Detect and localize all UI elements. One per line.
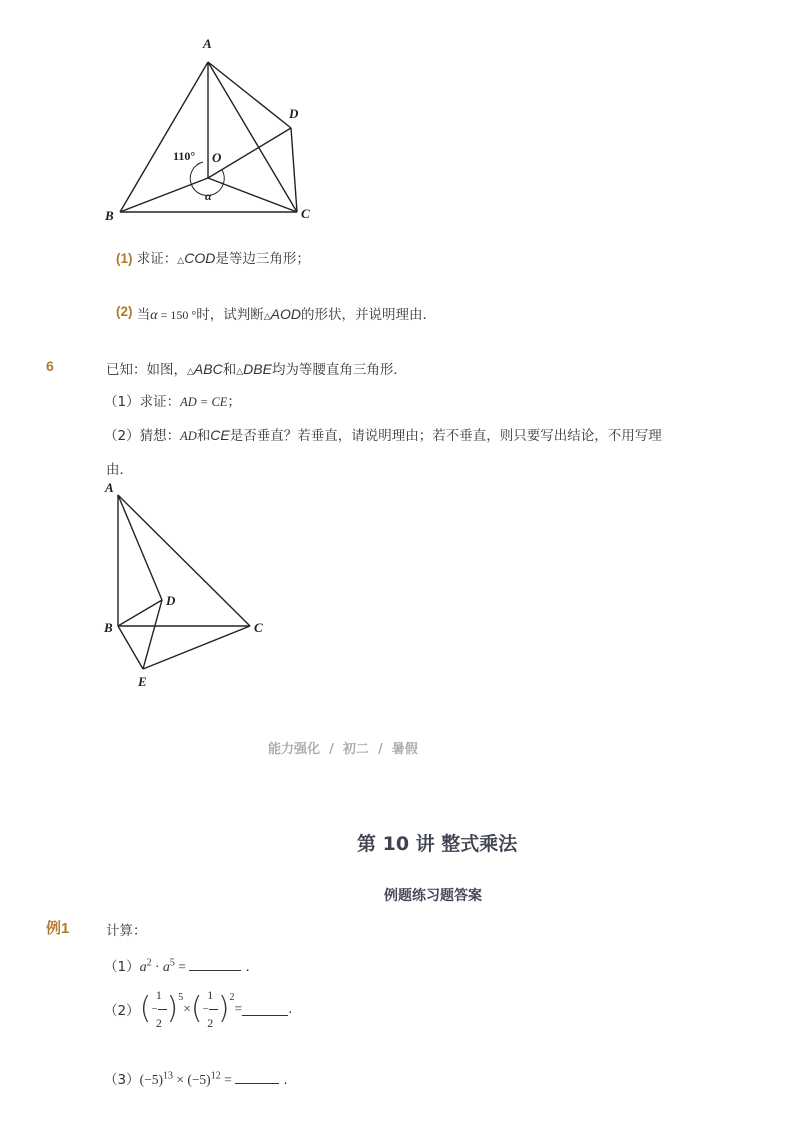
triangle-symbol: △ <box>177 256 185 266</box>
minus-sign: − <box>202 1003 209 1015</box>
ex1-part2-exp2: 2 <box>229 991 235 1003</box>
ex1-part3-label: （3） <box>104 1072 140 1088</box>
ex1-part3-base1: (−5) <box>139 1072 163 1087</box>
q6-part2-name: CE <box>210 427 230 443</box>
left-paren: ( <box>190 991 203 1026</box>
footer-separator: / <box>377 742 383 757</box>
ex1-part2-label: （2） <box>104 1003 140 1019</box>
triangle-symbol: △ <box>187 367 194 377</box>
fraction-denominator: 2 <box>207 1016 214 1030</box>
fraction-bar <box>209 1009 218 1010</box>
footer-separator: / <box>329 742 334 757</box>
times-sign: × <box>172 1072 188 1087</box>
ex1-part2-exp1: 5 <box>178 991 184 1003</box>
q5-label-o: O <box>212 150 222 165</box>
q5-part2-eq: = 150 ° <box>157 308 197 322</box>
q6-intro-dbe: DBE <box>243 361 272 377</box>
q5-part2-text3: 的形状，并说明理由． <box>301 307 436 323</box>
chapter-title: 第 10 讲 整式乘法 <box>357 833 518 855</box>
ex1-part1-dot: · <box>151 959 163 974</box>
fraction-numerator: 1 <box>207 988 214 1002</box>
q6-label-d: D <box>166 593 176 608</box>
times-sign: × <box>183 1001 191 1016</box>
ex1-part1-eq: = <box>174 959 190 974</box>
q5-label-a: A <box>203 36 212 51</box>
q5-label-b: B <box>105 208 114 223</box>
fraction-denominator: 2 <box>155 1016 162 1030</box>
ex1-part3-exp2: 12 <box>210 1070 221 1082</box>
left-paren: ( <box>139 991 152 1026</box>
ex1-part3 <box>104 1068 288 1088</box>
ex1-number: 例1 <box>46 920 70 937</box>
q6-part2-continued: 由． <box>106 462 133 478</box>
triangle-symbol: △ <box>236 367 244 377</box>
footer-course: 能力强化 <box>268 742 321 757</box>
q5-part2-alpha: α <box>150 308 158 323</box>
q6-label-b: B <box>104 620 113 635</box>
ex1-part3-exp1: 13 <box>162 1070 173 1082</box>
q6-intro-text2: 和 <box>222 362 237 378</box>
q6-part1-math: AD = CE <box>180 395 228 409</box>
ex1-part1-exp1: 2 <box>146 957 152 969</box>
ex1-part2-eq: = <box>234 1001 243 1016</box>
ex1-part3-base2: (−5) <box>187 1072 211 1087</box>
q6-intro-abc: ABC <box>193 361 223 377</box>
q6-part2-text3: 是否垂直？若垂直，请说明理由；若不垂直，则只要写出结论，不用写理 <box>229 428 662 444</box>
ex1-part1-label: （1） <box>104 959 140 975</box>
fraction <box>203 988 218 1030</box>
q6-intro-text3: 均为等腰直角三角形． <box>271 362 407 378</box>
ex1-part1-exp2: 5 <box>169 957 175 969</box>
fraction <box>151 988 166 1030</box>
answer-blank[interactable] <box>235 1071 279 1084</box>
q6-geometry-figure <box>100 478 275 693</box>
q5-angle-label: 110° <box>173 149 196 163</box>
q6-intro-text1: 已知：如图， <box>106 362 187 378</box>
footer-grade: 初二 <box>342 742 369 757</box>
fraction-numerator: 1 <box>155 988 162 1002</box>
right-paren: ) <box>166 991 179 1026</box>
ex1-part2 <box>104 988 292 1030</box>
right-paren: ) <box>217 991 230 1026</box>
q5-part2-text1: 当 <box>136 307 151 323</box>
ex1-intro: 计算： <box>106 923 147 939</box>
footer-term: 暑假 <box>391 742 418 757</box>
ex1-part3-eq: = <box>220 1072 236 1087</box>
q5-part2 <box>116 303 436 324</box>
q5-label-c: C <box>301 206 310 221</box>
q6-part2-text1: （2）猜想： <box>104 428 181 444</box>
q5-part1-number: (1) <box>116 251 133 266</box>
q5-part1-text1: 求证： <box>136 251 178 267</box>
answer-blank[interactable] <box>242 1003 288 1016</box>
q5-geometry-figure <box>95 30 330 230</box>
ex1-part1-base2: a <box>162 960 170 975</box>
q6-part1-text2: ； <box>227 394 241 410</box>
q6-label-a: A <box>105 480 114 495</box>
q5-part1 <box>116 247 310 267</box>
q5-part1-text2: 是等边三角形； <box>215 251 310 267</box>
q5-part1-name: COD <box>184 250 216 266</box>
q5-part2-name: AOD <box>270 306 301 322</box>
q5-label-d: D <box>289 106 299 121</box>
triangle-symbol: △ <box>263 312 271 322</box>
fraction-bar <box>158 1009 167 1010</box>
q5-alpha-label: α <box>205 189 212 203</box>
ex1-part3-end: . <box>279 1072 288 1088</box>
q6-label-c: C <box>254 620 263 635</box>
answer-blank[interactable] <box>189 958 241 971</box>
q6-intro <box>106 358 407 378</box>
q5-part2-text2: 时，试判断 <box>196 307 264 323</box>
ex1-part1 <box>104 955 250 976</box>
q5-part2-number: (2) <box>116 304 133 319</box>
q6-part2 <box>104 424 744 444</box>
ex1-part1-base1: a <box>139 960 147 975</box>
chapter-subtitle: 例题练习题答案 <box>384 888 482 904</box>
q6-part1 <box>104 390 241 410</box>
q6-part2-text2: 和 <box>196 428 211 444</box>
q6-part2-math: AD <box>180 429 197 443</box>
ex1-part1-end: . <box>241 959 250 975</box>
q6-part1-text1: （1）求证： <box>104 394 181 410</box>
q6-label-e: E <box>138 674 147 689</box>
minus-sign: − <box>151 1003 158 1015</box>
page-footer <box>268 738 418 757</box>
q6-number: 6 <box>46 358 54 374</box>
ex1-part2-end: . <box>288 1001 293 1017</box>
